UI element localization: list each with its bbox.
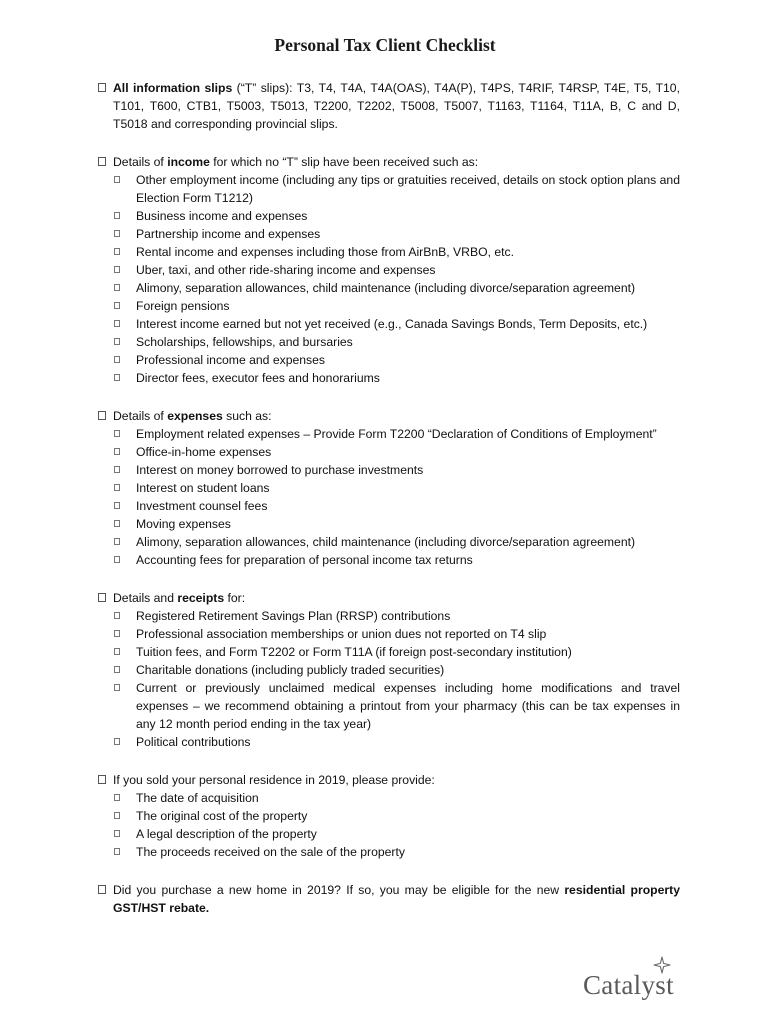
- checkbox[interactable]: [114, 848, 120, 855]
- item-text: Interest income earned but not yet received (e.g., Canada Savings Bonds, Term Deposits, etc.): [136, 317, 648, 331]
- heading-text: Details and: [113, 591, 178, 605]
- heading-text: for:: [224, 591, 246, 605]
- checkbox[interactable]: [114, 320, 120, 327]
- list-item: [113, 843, 680, 861]
- checkbox[interactable]: [114, 176, 120, 183]
- item-text: Business income and expenses: [136, 209, 308, 223]
- checkbox[interactable]: [114, 666, 120, 673]
- item-text: Partnership income and expenses: [136, 227, 321, 241]
- list-item: [113, 243, 680, 261]
- list-item: [113, 661, 680, 679]
- checkbox[interactable]: [114, 266, 120, 273]
- checkbox[interactable]: [114, 448, 120, 455]
- checkbox[interactable]: [114, 302, 120, 309]
- item-text: Scholarships, fellowships, and bursaries: [136, 335, 353, 349]
- checkbox[interactable]: [98, 775, 106, 784]
- heading-bold: expenses: [167, 409, 223, 423]
- checklist: [97, 79, 680, 917]
- item-text: The original cost of the property: [136, 809, 308, 823]
- item-text: Uber, taxi, and other ride-sharing income and expenses: [136, 263, 436, 277]
- checkbox[interactable]: [114, 612, 120, 619]
- section-heading: [113, 589, 680, 607]
- heading-text: such as:: [222, 409, 272, 423]
- heading-text: Details of: [113, 409, 168, 423]
- heading-text: Details of: [113, 155, 168, 169]
- checkbox[interactable]: [114, 538, 120, 545]
- section-residence: [97, 771, 680, 861]
- list-item: [113, 461, 680, 479]
- heading-text: Did you purchase a new home in 2019? If so, you may be eligible for the new: [113, 883, 565, 897]
- checkbox[interactable]: [114, 230, 120, 237]
- list-item: [113, 825, 680, 843]
- heading-text: for which no “T” slip have been received such as:: [209, 155, 479, 169]
- checkbox[interactable]: [114, 484, 120, 491]
- heading-bold: All information slips: [113, 81, 233, 95]
- list-item: [113, 807, 680, 825]
- item-text: Other employment income (including any tips or gratuities received, details on stock option plans and Election Form T1212): [136, 173, 680, 205]
- heading-bold: residential property GST/HST rebate.: [113, 883, 680, 915]
- section-heading: If you sold your personal residence in 2019, please provide:: [113, 773, 435, 787]
- list-item: [113, 207, 680, 225]
- section-expenses: [97, 407, 680, 569]
- section-receipts: [97, 589, 680, 751]
- heading-bold: income: [167, 155, 210, 169]
- checkbox[interactable]: [114, 248, 120, 255]
- checklist-items: [113, 171, 680, 387]
- item-text: A legal description of the property: [136, 827, 317, 841]
- item-text: Director fees, executor fees and honorariums: [136, 371, 380, 385]
- list-item: [113, 171, 680, 207]
- list-item: [113, 479, 680, 497]
- checkbox[interactable]: [98, 157, 106, 166]
- checkbox[interactable]: [114, 830, 120, 837]
- section-heading: [113, 407, 680, 425]
- logo-wordmark: Catalyst: [583, 970, 674, 1000]
- section-heading: [113, 881, 680, 917]
- checkbox[interactable]: [114, 356, 120, 363]
- checkbox[interactable]: [98, 411, 106, 420]
- checkbox[interactable]: [114, 738, 120, 745]
- list-item: [113, 679, 680, 733]
- list-item: [113, 789, 680, 807]
- list-item: [113, 551, 680, 569]
- list-item: [113, 497, 680, 515]
- item-text: Professional income and expenses: [136, 353, 326, 367]
- section-new-home: [97, 881, 680, 917]
- checkbox[interactable]: [114, 812, 120, 819]
- checkbox[interactable]: [114, 630, 120, 637]
- item-text: Investment counsel fees: [136, 499, 268, 513]
- item-text: Office-in-home expenses: [136, 445, 272, 459]
- checkbox[interactable]: [114, 684, 120, 691]
- list-item: [113, 369, 680, 387]
- section-heading: [113, 153, 680, 171]
- list-item: [113, 607, 680, 625]
- section-income: [97, 153, 680, 387]
- item-text: Interest on student loans: [136, 481, 270, 495]
- list-item: [113, 315, 680, 333]
- checklist-items: [113, 789, 680, 861]
- item-text: Accounting fees for preparation of personal income tax returns: [136, 553, 473, 567]
- checkbox[interactable]: [114, 284, 120, 291]
- section-slips: [97, 79, 680, 133]
- item-text: Foreign pensions: [136, 299, 230, 313]
- heading-text: (“T” slips): T3, T4, T4A, T4A(OAS), T4A(P), T4PS, T4RIF, T4RSP, T4E, T5, T10, T101, T600, CTB1, T5003, T5013, T2200, T2202, T5008, T5007, T1163, T1164, T11A, B, C and D, T5018 and corresponding provincial slips.: [113, 81, 680, 131]
- checkbox[interactable]: [114, 430, 120, 437]
- heading-bold: receipts: [177, 591, 225, 605]
- item-text: Rental income and expenses including those from AirBnB, VRBO, etc.: [136, 245, 515, 259]
- item-text: Employment related expenses – Provide Form T2200 “Declaration of Conditions of Employment”: [136, 427, 657, 441]
- checkbox[interactable]: [98, 885, 106, 894]
- catalyst-logo: [580, 956, 690, 1006]
- list-item: [113, 443, 680, 461]
- item-text: Political contributions: [136, 735, 251, 749]
- item-text: Professional association memberships or union dues not reported on T4 slip: [136, 627, 547, 641]
- item-text: Tuition fees, and Form T2202 or Form T11A (if foreign post-secondary institution): [136, 645, 572, 659]
- checkbox[interactable]: [114, 794, 120, 801]
- checkbox[interactable]: [98, 593, 106, 602]
- page-title: Personal Tax Client Checklist: [274, 35, 496, 55]
- list-item: [113, 625, 680, 643]
- item-text: Alimony, separation allowances, child maintenance (including divorce/separation agreement): [136, 535, 636, 549]
- list-item: [113, 225, 680, 243]
- list-item: [113, 533, 680, 551]
- item-text: Current or previously unclaimed medical expenses including home modifications and travel expenses – we recommend obtaining a printout from your pharmacy (this can be tax expenses in any 12 month period ending in the tax year): [136, 681, 680, 731]
- checkbox[interactable]: [114, 502, 120, 509]
- section-heading: [113, 79, 680, 133]
- item-text: Interest on money borrowed to purchase investments: [136, 463, 424, 477]
- item-text: Registered Retirement Savings Plan (RRSP) contributions: [136, 609, 451, 623]
- item-text: The proceeds received on the sale of the property: [136, 845, 405, 859]
- item-text: Charitable donations (including publicly traded securities): [136, 663, 445, 677]
- checklist-items: [113, 607, 680, 751]
- checkbox[interactable]: [114, 374, 120, 381]
- list-item: [113, 297, 680, 315]
- list-item: [113, 351, 680, 369]
- list-item: [113, 279, 680, 297]
- checkbox[interactable]: [114, 648, 120, 655]
- item-text: The date of acquisition: [136, 791, 259, 805]
- item-text: Alimony, separation allowances, child maintenance (including divorce/separation agreement): [136, 281, 636, 295]
- list-item: [113, 643, 680, 661]
- checkbox[interactable]: [114, 338, 120, 345]
- list-item: [113, 425, 680, 443]
- list-item: [113, 261, 680, 279]
- checklist-items: [113, 425, 680, 569]
- checkbox[interactable]: [114, 212, 120, 219]
- list-item: [113, 333, 680, 351]
- checkbox[interactable]: [98, 83, 106, 92]
- list-item: [113, 733, 680, 751]
- checkbox[interactable]: [114, 520, 120, 527]
- list-item: [113, 515, 680, 533]
- checkbox[interactable]: [114, 556, 120, 563]
- checkbox[interactable]: [114, 466, 120, 473]
- item-text: Moving expenses: [136, 517, 231, 531]
